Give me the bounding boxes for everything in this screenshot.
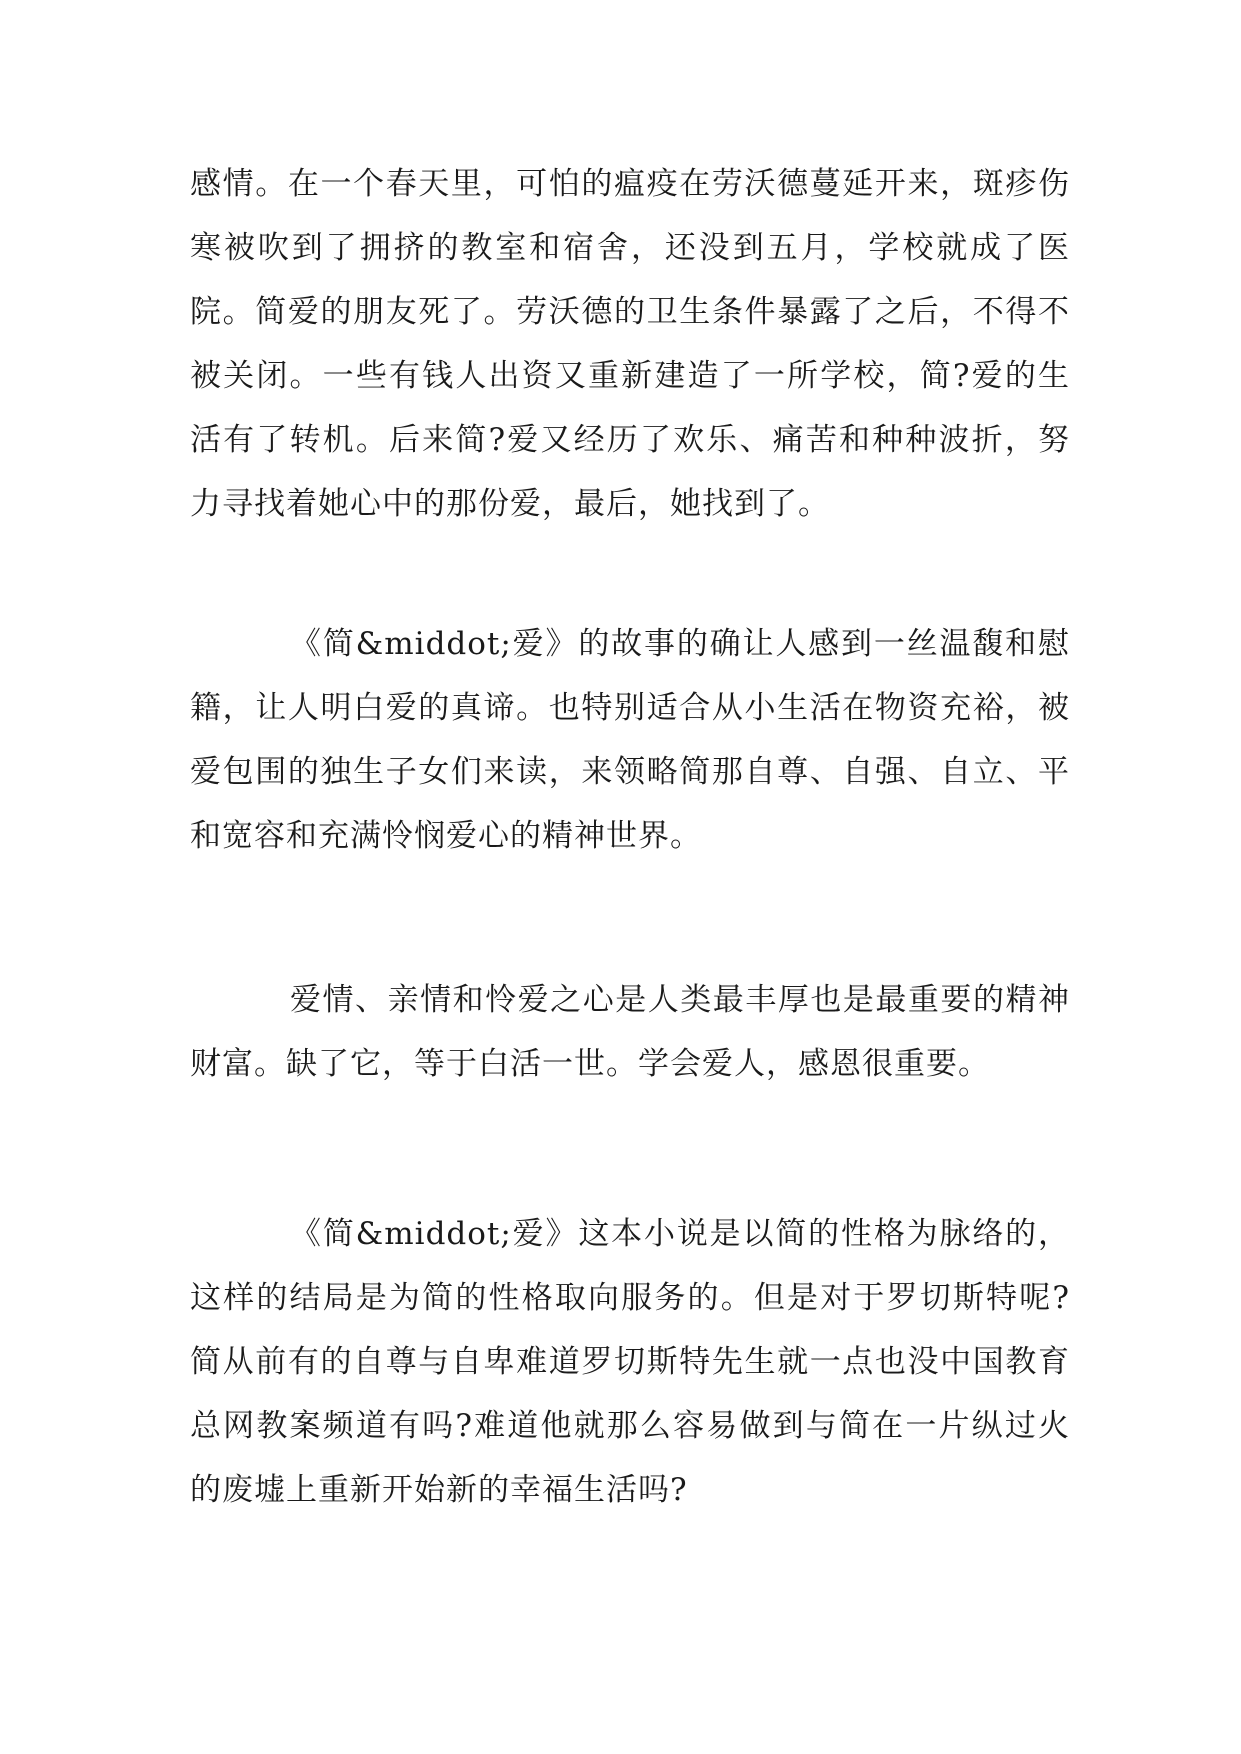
paragraph-3: 爱情、亲情和怜爱之心是人类最丰厚也是最重要的精神财富。缺了它，等于白活一世。学会爱人，感恩很重要。 [190, 982, 1070, 1082]
paragraph-4: 《简&middot;爱》这本小说是以简的性格为脉络的，这样的结局是为简的性格取向服务的。但是对于罗切斯特呢?简从前有的自尊与自卑难道罗切斯特先生就一点也没中国教育总网教案频道有吗?难道他就那么容易做到与简在一片纵过火的废墟上重新开始新的幸福生活吗? [190, 1216, 1070, 1508]
paragraph-1: 感情。在一个春天里，可怕的瘟疫在劳沃德蔓延开来，斑疹伤寒被吹到了拥挤的教室和宿舍，还没到五月，学校就成了医院。简爱的朋友死了。劳沃德的卫生条件暴露了之后，不得不被关闭。一些有钱人出资又重新建造了一所学校，简?爱的生活有了转机。后来简?爱又经历了欢乐、痛苦和种种波折，努力寻找着她心中的那份爱，最后，她找到了。 [190, 166, 1070, 522]
paragraph-2: 《简&middot;爱》的故事的确让人感到一丝温馥和慰籍，让人明白爱的真谛。也特别适合从小生活在物资充裕，被爱包围的独生子女们来读，来领略简那自尊、自强、自立、平和宽容和充满怜悯爱心的精神世界。 [190, 626, 1070, 854]
